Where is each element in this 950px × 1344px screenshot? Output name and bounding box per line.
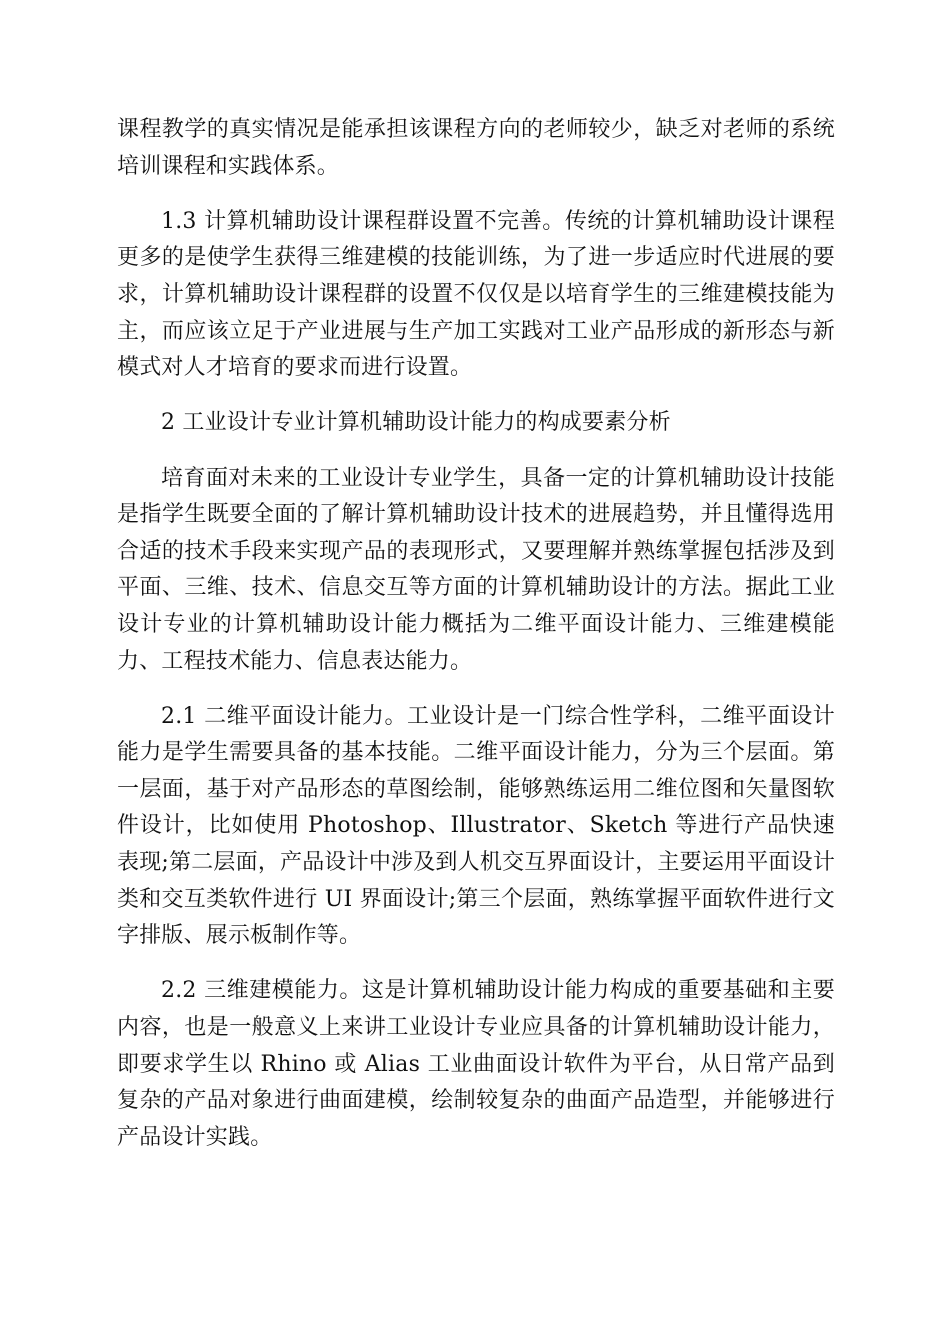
section-heading-2: 2 工业设计专业计算机辅助设计能力的构成要素分析 xyxy=(161,410,671,436)
paragraph-2-2: 2.2 三维建模能力。这是计算机辅助设计能力构成的重要基础和主要内容，也是一般意义上来讲工业设计专业应具备的计算机辅助设计能力，即要求学生以 Rhino 或 Alias 工业曲面设计软件为平台，从日常产品到复杂的产品对象进行曲面建模，绘制较复杂的曲面产品造型，并能够进行产品设计实践。 xyxy=(117,978,835,1150)
paragraph-2-1: 2.1 二维平面设计能力。工业设计是一门综合性学科，二维平面设计能力是学生需要具备的基本技能。二维平面设计能力，分为三个层面。第一层面，基于对产品形态的草图绘制，能够熟练运用二维位图和矢量图软件设计，比如使用 Photoshop、Illustrator、Sketch 等进行产品快速表现;第二层面，产品设计中涉及到人机交互界面设计，主要运用平面设计类和交互类软件进行 UI 界面设计;第三个层面，熟练掌握平面软件进行文字排版、展示板制作等。 xyxy=(117,703,836,949)
paragraph-section-2-intro: 培育面对未来的工业设计专业学生，具备一定的计算机辅助设计技能是指学生既要全面的了解计算机辅助设计技术的进展趋势，并且懂得选用合适的技术手段来实现产品的表现形式，又要理解并熟练掌握包括涉及到平面、三维、技术、信息交互等方面的计算机辅助设计的方法。据此工业设计专业的计算机辅助设计能力概括为二维平面设计能力、三维建模能力、工程技术能力、信息表达能力。 xyxy=(117,465,835,674)
paragraph-1-3: 1.3 计算机辅助设计课程群设置不完善。传统的计算机辅助设计课程更多的是使学生获得三维建模的技能训练，为了进一步适应时代进展的要求，计算机辅助设计课程群的设置不仅仅是以培育学生的三维建模技能为主，而应该立足于产业进展与生产加工实践对工业产品形成的新形态与新模式对人才培育的要求而进行设置。 xyxy=(117,208,835,381)
paragraph-continuation: 课程教学的真实情况是能承担该课程方向的老师较少，缺乏对老师的系统培训课程和实践体系。 xyxy=(117,117,835,179)
document-body xyxy=(117,112,835,1175)
